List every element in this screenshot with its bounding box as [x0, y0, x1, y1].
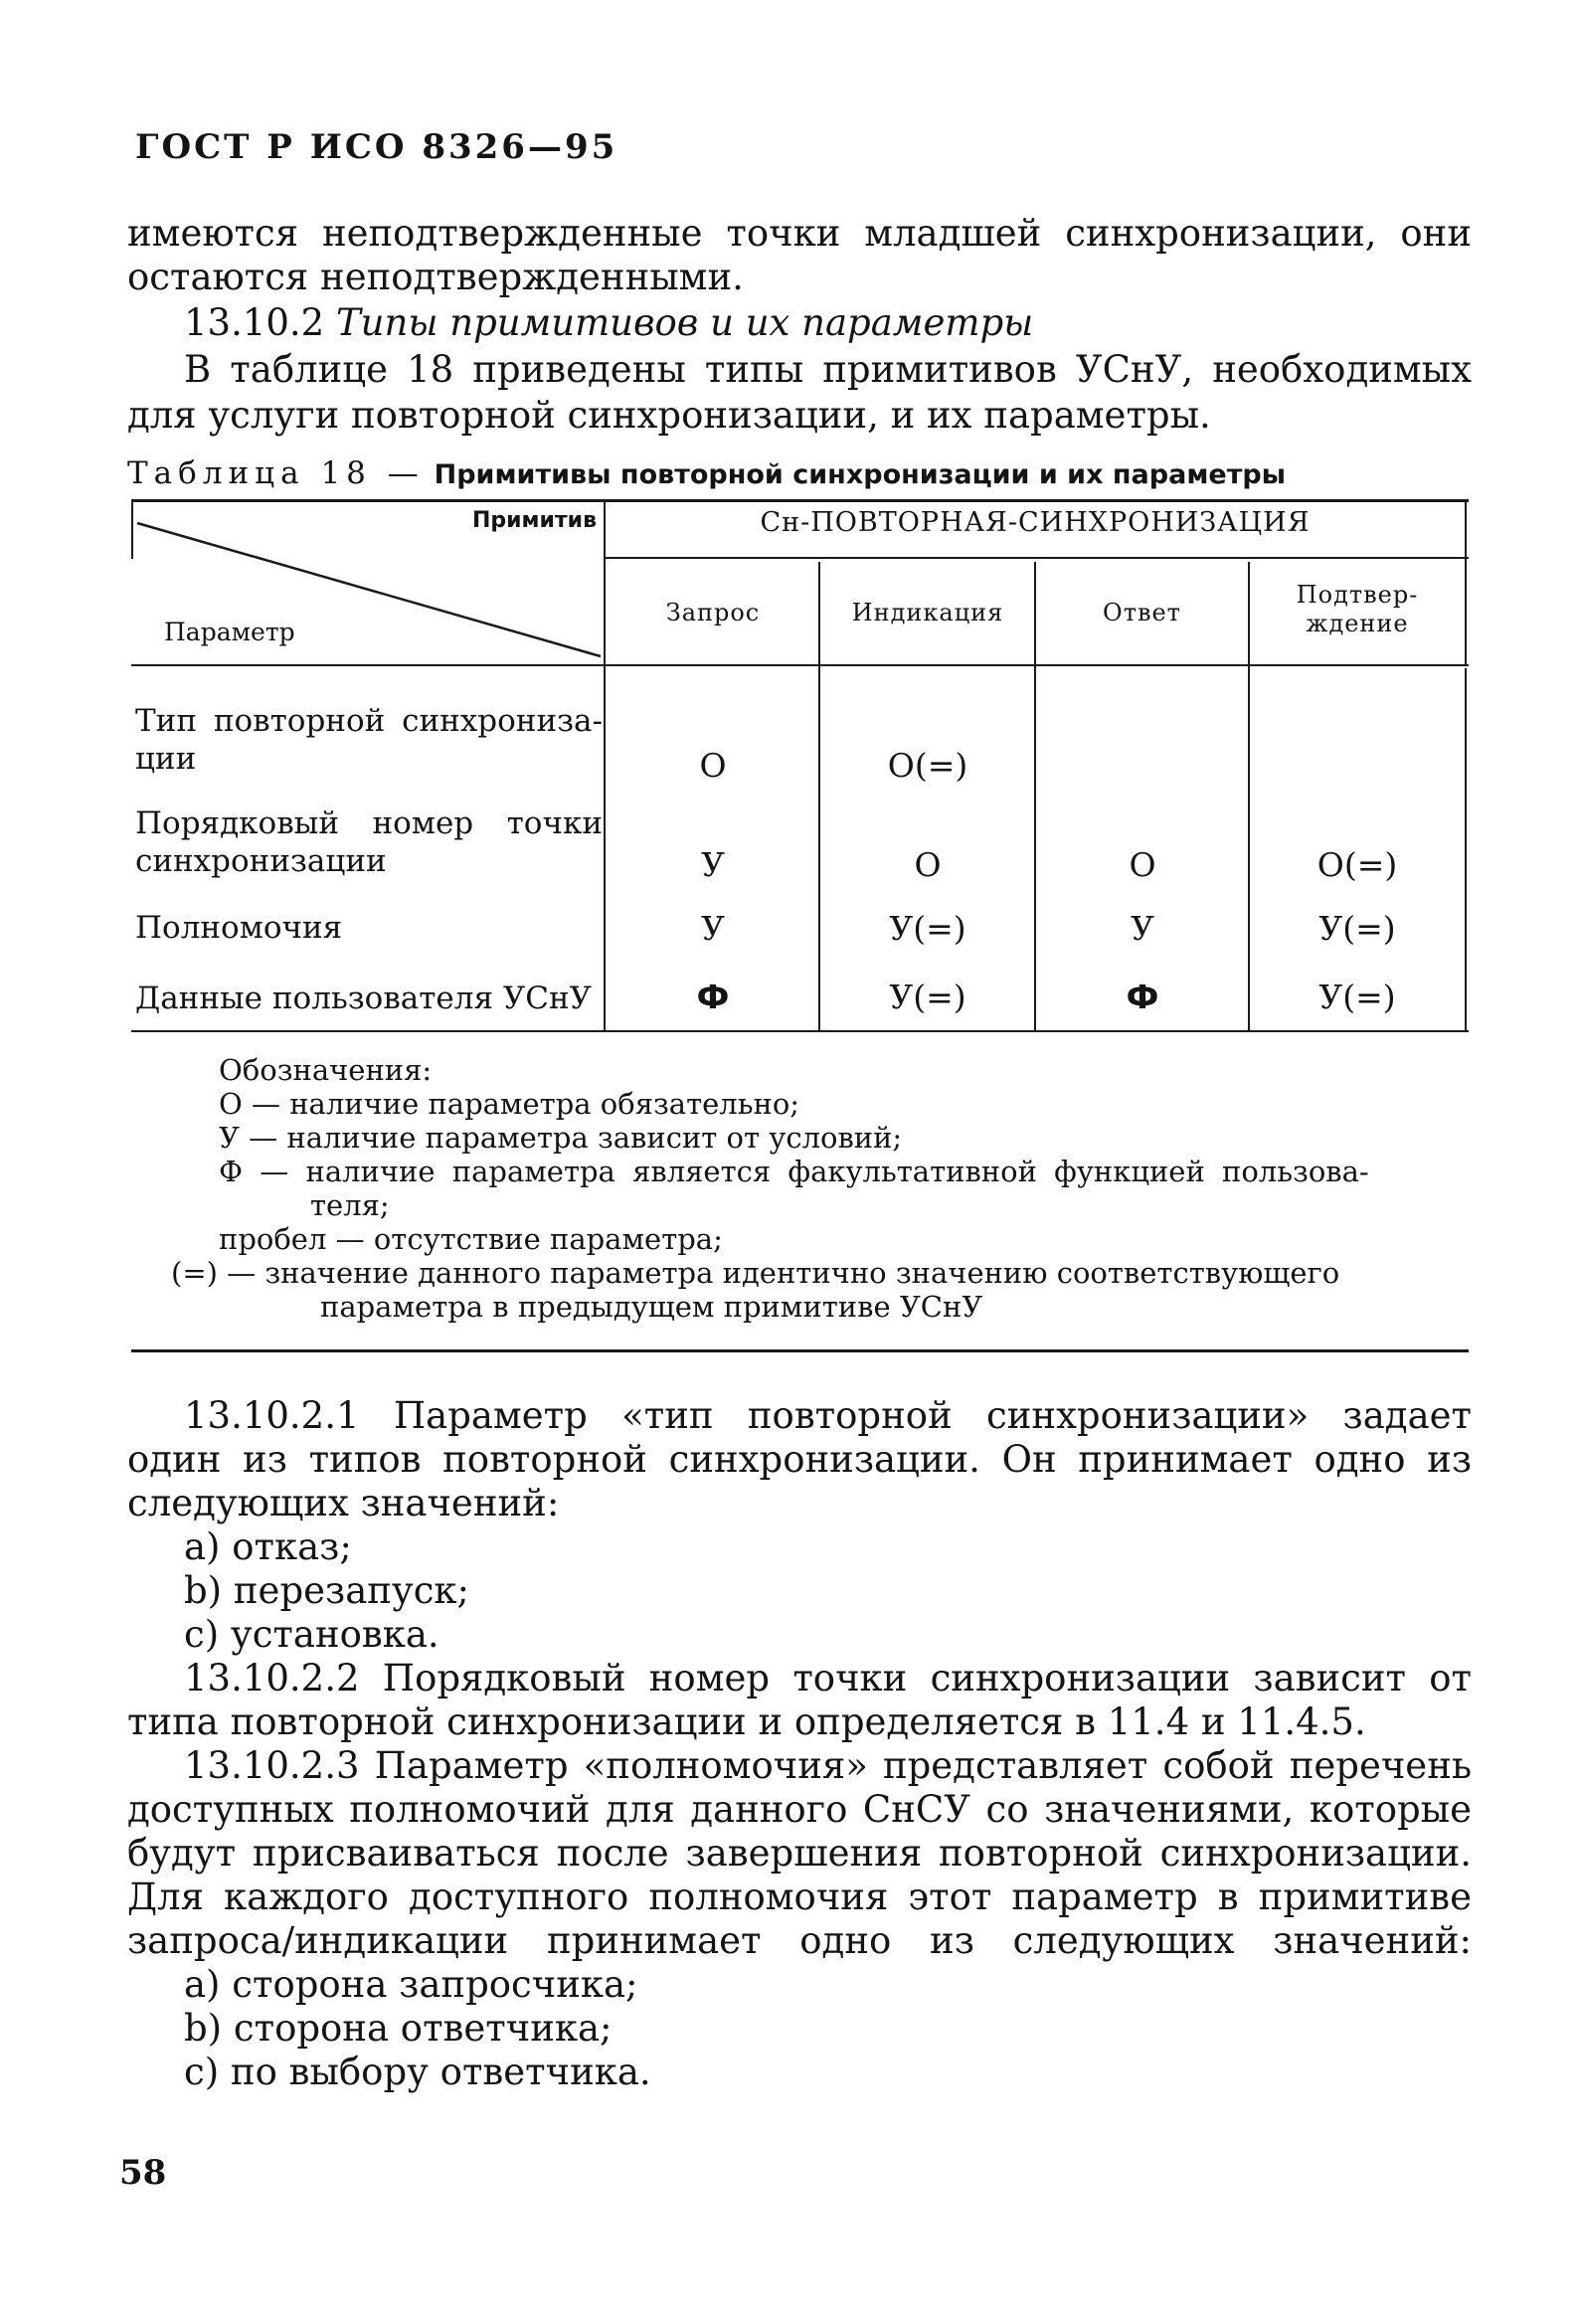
right-edge-body [1465, 668, 1467, 1030]
table-bottom-rule [131, 1349, 1469, 1352]
p3-line-4: Для каждого доступного полномочия этот параметр в примитиве [127, 1876, 1472, 1918]
legend-title: Обозначения: [219, 1053, 433, 1087]
corner-primitive-label: Примитив [471, 508, 597, 533]
table-caption [127, 455, 1472, 491]
row-label-resync-type [135, 702, 603, 740]
table-header-rule [131, 664, 1469, 666]
row-label-syncpoint-l2: синхронизации [135, 843, 387, 879]
p1-item-a: a) отказ; [184, 1525, 352, 1568]
p3-line-5: запроса/индикации принимает одно из следующих значений: [127, 1919, 1472, 1962]
col-header-confirm-l1: Подтвер- [1296, 581, 1419, 609]
right-edge-top [1465, 499, 1467, 664]
p2-line-1: 13.10.2.2 Порядковый номер точки синхронизации зависит от [184, 1657, 1472, 1699]
group-header: Сн-ПОВТОРНАЯ-СИНХРОНИЗАЦИЯ [760, 507, 1311, 538]
row-label-syncpoint [135, 804, 603, 842]
legend-u: У — наличие параметра зависит от условий; [219, 1121, 903, 1155]
row2-confirm: О(=) [1316, 845, 1398, 884]
legend-space: пробел — отсутствие параметра; [219, 1222, 723, 1256]
table-top-rule [131, 499, 1469, 502]
p3-item-a: a) сторона запросчика; [184, 1963, 638, 2006]
row2-indication: О [914, 845, 942, 884]
row-label-syncpoint-l1: Порядковый номер точки [135, 805, 603, 841]
group-header-rule [606, 557, 1469, 559]
row-label-tokens: Полномочия [135, 910, 343, 946]
legend-f-cont: теля; [310, 1188, 390, 1222]
p1-line-1: 13.10.2.1 Параметр «тип повторной синхронизации» задает [184, 1394, 1472, 1437]
legend-f: Ф — наличие параметра является факультативной функцией пользова- [219, 1155, 1369, 1188]
p3-line-1: 13.10.2.3 Параметр «полномочия» представляет собой перечень [184, 1744, 1472, 1787]
p1-line-2: один из типов повторной синхронизации. Он принимает одно из [127, 1438, 1472, 1481]
legend-equal-cont: параметра в предыдущем примитиве УСнУ [320, 1290, 983, 1324]
legend-o: О — наличие параметра обязательно; [219, 1087, 800, 1121]
row4-confirm: У(=) [1318, 978, 1396, 1016]
section-title: Типы примитивов и их параметры [336, 301, 1034, 344]
legend-equal: (=) — значение данного параметра идентично значению соответствующего [171, 1256, 1340, 1290]
row3-indication: У(=) [889, 909, 966, 948]
page-number: 58 [119, 2153, 167, 2193]
row-label-userdata: Данные пользователя УСнУ [135, 981, 593, 1016]
p3-line-3: будут присваиваться после завершения повторной синхронизации. [127, 1832, 1472, 1875]
row3-response: У [1131, 909, 1154, 948]
corner-parameter-label: Параметр [164, 618, 295, 646]
p1-item-c: c) установка. [184, 1613, 439, 1656]
row-label-resync-type-l2: ции [135, 741, 197, 777]
col-header-request: Запрос [665, 599, 761, 626]
section-para-line-1: В таблице 18 приведены типы примитивов УСнУ, необходимых [184, 348, 1472, 391]
p3-item-b: b) сторона ответчика; [184, 2007, 613, 2050]
row-label-resync-type-l1: Тип повторной синхрониза- [135, 703, 603, 739]
row2-request: У [701, 845, 725, 884]
row4-request: Ф [696, 978, 730, 1016]
col-header-confirm-l2: ждение [1306, 610, 1409, 637]
col-header-indication: Индикация [851, 599, 1004, 626]
col-header-confirm [1251, 581, 1464, 638]
section-heading [184, 301, 1472, 345]
table-body-rule [131, 1030, 1469, 1032]
p1-item-b: b) перезапуск; [184, 1569, 470, 1612]
row1-indication: О(=) [887, 746, 968, 785]
p1-line-3: следующих значений: [127, 1482, 560, 1524]
row3-confirm: У(=) [1318, 909, 1396, 948]
col-divider-1 [818, 562, 820, 1030]
section-number: 13.10.2 [184, 301, 325, 344]
section-para-line-2: для услуги повторной синхронизации, и их параметры. [127, 394, 1211, 437]
table-caption-title: Примитивы повторной синхронизации и их параметры [434, 459, 1287, 490]
p2-line-2: типа повторной синхронизации и определяется в 11.4 и 11.4.5. [127, 1700, 1366, 1743]
p3-line-2: доступных полномочий для данного СнСУ со значениями, которые [127, 1788, 1472, 1831]
col-header-response: Ответ [1103, 599, 1181, 626]
table-caption-prefix: Таблица 18 — [127, 455, 425, 491]
row4-response: Ф [1126, 978, 1159, 1016]
col-divider-2 [1034, 562, 1036, 1030]
row1-request: О [699, 746, 727, 785]
intro-line-2: остаются неподтвержденными. [127, 256, 744, 298]
page-header: ГОСТ Р ИСО 8326—95 [135, 127, 618, 167]
intro-line-1: имеются неподтвержденные точки младшей синхронизации, они [127, 212, 1472, 255]
row4-indication: У(=) [889, 978, 966, 1016]
row3-request: У [701, 909, 725, 948]
row2-response: О [1129, 845, 1156, 884]
col-divider-3 [1248, 562, 1250, 1030]
p3-item-c: c) по выбору ответчика. [184, 2051, 651, 2093]
